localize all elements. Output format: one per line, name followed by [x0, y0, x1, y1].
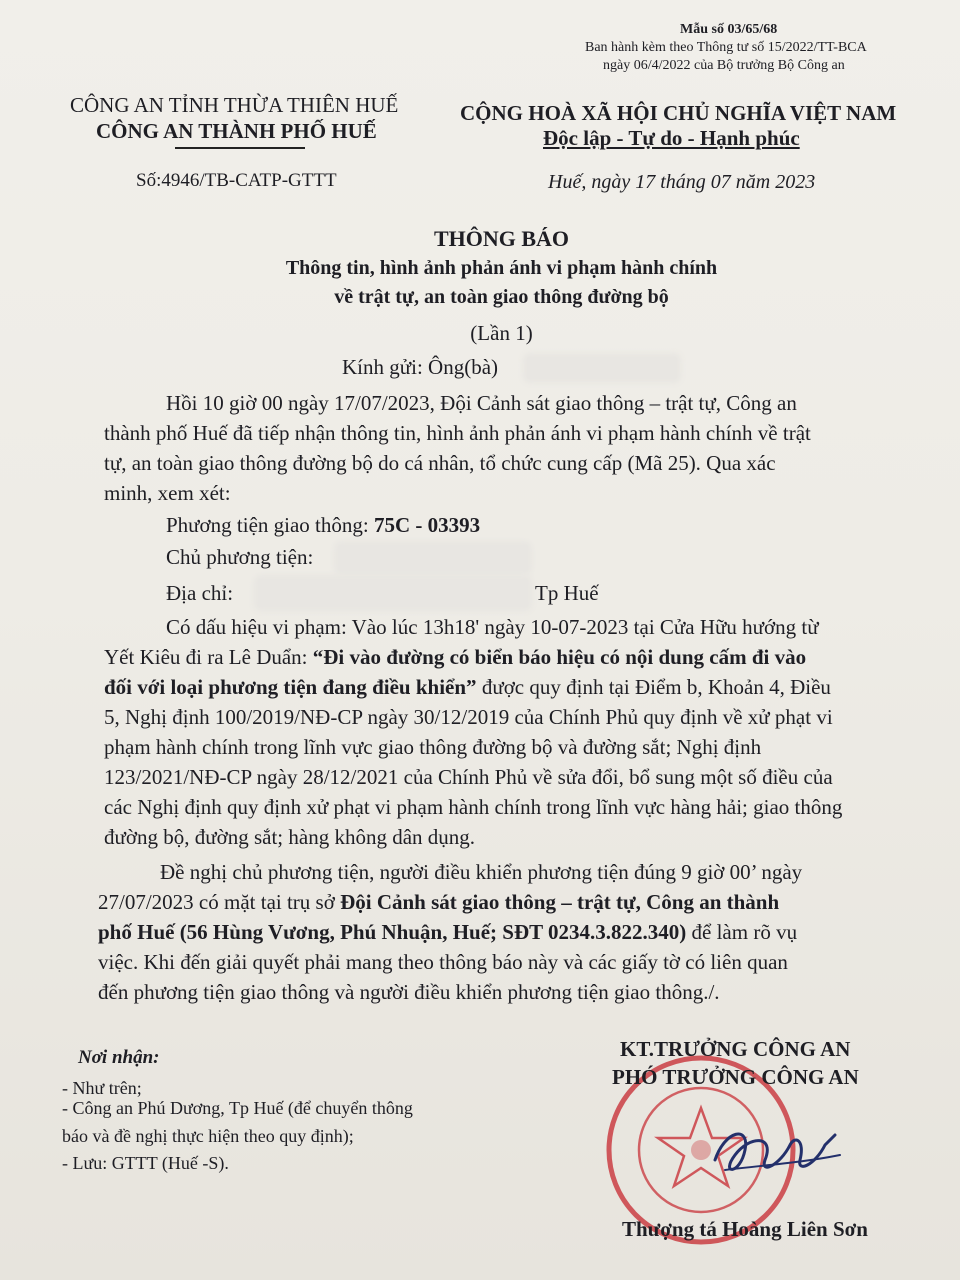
recipients-heading: Nơi nhận: [78, 1047, 160, 1068]
request-line-5: đến phương tiện giao thông và người điều khiển phương tiện giao thông./. [98, 980, 720, 1004]
place-date: Huế, ngày 17 tháng 07 năm 2023 [548, 171, 816, 193]
address-label: Địa chỉ: [166, 581, 234, 605]
vehicle-label: Phương tiện giao thông: [166, 513, 369, 537]
violation-line-4: 5, Nghị định 100/2019/NĐ-CP ngày 30/12/2019 của Chính Phủ quy định về xử phạt vi [104, 705, 833, 729]
notice-round: (Lần 1) [470, 321, 533, 345]
violation-line-6: 123/2021/NĐ-CP ngày 28/12/2021 của Chính Phủ về sửa đổi, bổ sung một số điều của [104, 765, 833, 789]
intro-line-4: minh, xem xét: [104, 481, 231, 505]
notice-subtitle-2: về trật tự, an toàn giao thông đường bộ [334, 286, 669, 308]
request-line-1: Đề nghị chủ phương tiện, người điều khiển phương tiện đúng 9 giờ 00’ ngày [160, 860, 803, 884]
intro-line-1: Hồi 10 giờ 00 ngày 17/07/2023, Đội Cảnh sát giao thông – trật tự, Công an [166, 391, 797, 415]
recipients-item-1: - Như trên; [62, 1078, 142, 1098]
vehicle-plate: 75C - 03393 [373, 513, 481, 537]
nation-name: CỘNG HOÀ XÃ HỘI CHỦ NGHĨA VIỆT NAM [460, 101, 897, 125]
recipients-item-2-line-1: - Công an Phú Dương, Tp Huế (để chuyển thông [62, 1098, 413, 1118]
notice-subtitle-1: Thông tin, hình ảnh phản ánh vi phạm hành chính [285, 257, 718, 279]
violation-line-2: Yết Kiêu đi ra Lê Duẩn: “Đi vào đường có biển báo hiệu có nội dung cấm đi vào [104, 645, 807, 669]
owner-label: Chủ phương tiện: [166, 545, 314, 569]
signer-name: Thượng tá Hoàng Liên Sơn [622, 1217, 868, 1241]
agency-parent: CÔNG AN TỈNH THỪA THIÊN HUẾ [70, 93, 399, 117]
nation-motto: Độc lập - Tự do - Hạnh phúc [543, 126, 800, 150]
violation-line-1: Có dấu hiệu vi phạm: Vào lúc 13h18' ngày 10-07-2023 tại Cửa Hữu hướng từ [166, 615, 819, 639]
redacted-address [258, 579, 528, 607]
agency-underline [175, 147, 305, 149]
signature-scribble-icon [705, 1105, 845, 1195]
request-line-3: phố Huế (56 Hùng Vương, Phú Nhuận, Huế; SĐT 0234.3.822.340) để làm rõ vụ [98, 920, 798, 944]
request-line-4: việc. Khi đến giải quyết phải mang theo thông báo này và các giấy tờ có liên quan [98, 950, 788, 974]
intro-line-3: tự, an toàn giao thông đường bộ do cá nhân, tổ chức cung cấp (Mã 25). Qua xác [104, 451, 776, 475]
recipients-item-3: - Lưu: GTTT (Huế -S). [62, 1153, 229, 1173]
recipients-item-2-line-2: báo và đề nghị thực hiện theo quy định); [62, 1126, 354, 1146]
form-number: Mẫu số 03/65/68 [680, 22, 778, 37]
redacted-owner [338, 545, 528, 571]
violation-line-3: đối với loại phương tiện đang điều khiển” được quy định tại Điểm b, Khoản 4, Điều [104, 675, 831, 699]
signature-title-2: PHÓ TRƯỞNG CÔNG AN [612, 1065, 859, 1089]
violation-line-7: các Nghị định quy định xử phạt vi phạm hành chính trong lĩnh vực hàng hải; giao thông [104, 795, 843, 819]
address-city: Tp Huế [535, 581, 599, 605]
vehicle-row [166, 513, 480, 538]
intro-line-2: thành phố Huế đã tiếp nhận thông tin, hình ảnh phản ánh vi phạm hành chính về trật [104, 421, 811, 445]
signature-title-1: KT.TRƯỞNG CÔNG AN [620, 1037, 851, 1061]
form-issued-line2: ngày 06/4/2022 của Bộ trưởng Bộ Công an [603, 58, 845, 73]
form-issued-line1: Ban hành kèm theo Thông tư số 15/2022/TT-BCA [585, 40, 867, 55]
document-number: Số:4946/TB-CATP-GTTT [136, 170, 337, 191]
redacted-recipient [527, 357, 677, 379]
recipient-line: Kính gửi: Ông(bà) [342, 355, 499, 379]
violation-line-5: phạm hành chính trong lĩnh vực giao thông đường bộ và đường sắt; Nghị định [104, 735, 762, 759]
notice-title: THÔNG BÁO [433, 226, 570, 251]
request-line-2: 27/07/2023 có mặt tại trụ sở Đội Cảnh sát giao thông – trật tự, Công an thành [98, 890, 780, 914]
violation-line-8: đường bộ, đường sắt; hàng không dân dụng. [104, 825, 476, 849]
agency-name: CÔNG AN THÀNH PHỐ HUẾ [96, 119, 377, 143]
